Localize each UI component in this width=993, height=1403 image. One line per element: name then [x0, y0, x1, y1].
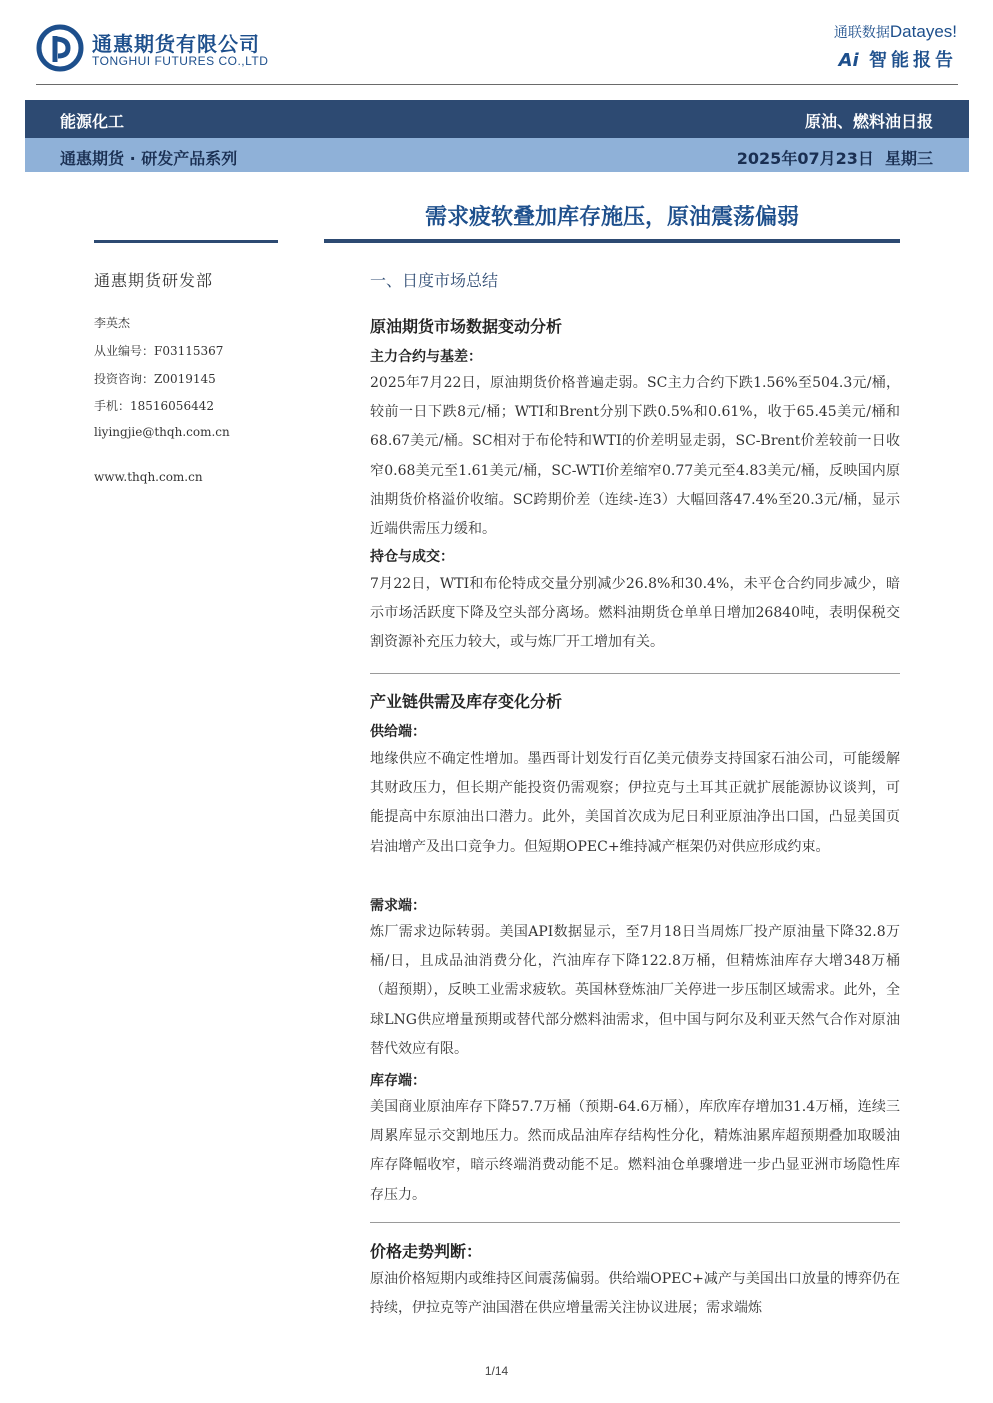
- ai-report-label: 智能报告: [869, 50, 957, 71]
- inventory-heading: 库存端：: [370, 1073, 426, 1089]
- series-banner: [25, 138, 969, 172]
- position-heading: 持仓与成交：: [370, 549, 454, 565]
- analyst-phone: 手机：18516056442: [94, 399, 214, 413]
- futures-analysis-heading: 原油期货市场数据变动分析: [370, 317, 563, 336]
- analyst-email[interactable]: liyingjie@thqh.com.cn: [94, 425, 230, 439]
- sector-banner: [25, 100, 969, 138]
- price-trend-paragraph: 原油价格短期内或维持区间震荡偏弱。供给端OPEC+减产与美国出口放量的博弈仍在持续，伊拉克等产油国潜在供应增量需关注协议进展；需求端炼: [370, 1271, 900, 1317]
- series-label: 通惠期货 · 研发产品系列: [60, 149, 238, 168]
- section-divider-1: [370, 673, 900, 674]
- datayes-brand: [834, 22, 957, 42]
- ai-report-brand: [839, 46, 957, 72]
- demand-paragraph: 炼厂需求边际转弱。美国API数据显示，至7月18日当周炼厂投产原油量下降32.8万桶/日，且成品油消费分化，汽油库存下降122.8万桶，但精炼油库存大增348万桶（超预期），反映工业需求疲软。英国林登炼油厂关停进一步压制区域需求。此外，全球LNG供应增量预期或替代部分燃料油需求，但中国与阿尔及利亚天然气合作对原油替代效应有限。: [370, 924, 900, 1057]
- report-type-label: 原油、燃料油日报: [804, 112, 933, 131]
- page-number: 1/14: [484, 1364, 509, 1378]
- basis-heading: 主力合约与基差：: [370, 349, 482, 365]
- sidebar-top-rule: [94, 240, 278, 243]
- tonghui-logo-icon: [36, 24, 84, 72]
- supply-paragraph: 地缘供应不确定性增加。墨西哥计划发行百亿美元债券支持国家石油公司，可能缓解其财政压力，但长期产能投资仍需观察；伊拉克与土耳其正就扩展能源协议谈判，可能提高中东原油出口潜力。此外，美国首次成为尼日利亚原油净出口国，凸显美国页岩油增产及出口竞争力。但短期OPEC+维持减产框架仍对供应形成约束。: [370, 751, 900, 855]
- datayes-brand-en: Datayes!: [889, 22, 957, 41]
- ai-logo-text: Ai: [838, 50, 859, 71]
- company-name-en: TONGHUI FUTURES CO.,LTD: [92, 54, 269, 68]
- inventory-paragraph: 美国商业原油库存下降57.7万桶（预期-64.6万桶），库欣库存增加31.4万桶，连续三周累库显示交割地压力。然而成品油库存结构性分化，精炼油累库超预期叠加取暖油库存降幅收窄，暗示终端消费动能不足。燃料油仓单骤增进一步凸显亚洲市场隐性库存压力。: [370, 1099, 900, 1203]
- company-name-cn: 通惠期货有限公司: [92, 32, 260, 56]
- chain-analysis-heading: 产业链供需及库存变化分析: [370, 692, 563, 711]
- position-paragraph: 7月22日，WTI和布伦特成交量分别减少26.8%和30.4%，未平仓合约同步减少，暗示市场活跃度下降及空头部分离场。燃料油期货仓单单日增加26840吨，表明保税交割资源补充压力较大，或与炼厂开工增加有关。: [370, 576, 900, 651]
- section-1-title: 一、日度市场总结: [370, 271, 499, 290]
- sector-label: 能源化工: [60, 112, 125, 131]
- research-dept: 通惠期货研发部: [94, 271, 214, 290]
- analyst-consult-no: 投资咨询：Z0019145: [94, 372, 216, 386]
- price-trend-heading: 价格走势判断：: [370, 1242, 483, 1261]
- supply-heading: 供给端：: [370, 724, 426, 740]
- demand-heading: 需求端：: [370, 898, 426, 914]
- section-divider-2: [370, 1222, 900, 1223]
- company-website[interactable]: www.thqh.com.cn: [94, 470, 203, 484]
- analyst-license: 从业编号：F03115367: [94, 344, 224, 358]
- title-underline: [324, 239, 900, 243]
- report-title: 需求疲软叠加库存施压，原油震荡偏弱: [424, 205, 799, 230]
- analyst-name: 李英杰: [94, 316, 131, 330]
- basis-paragraph: 2025年7月22日，原油期货价格普遍走弱。SC主力合约下跌1.56%至504.3元/桶，较前一日下跌8元/桶；WTI和Brent分别下跌0.5%和0.61%，收于65.45美元/桶和68.67美元/桶。SC相对于布伦特和WTI的价差明显走弱，SC-Brent价差较前一日收窄0.68美元至1.61美元/桶，SC-WTI价差缩窄0.77美元至4.83美元/桶，反映国内原油期货价格溢价收缩。SC跨期价差（连续-连3）大幅回落47.4%至20.3元/桶，显示近端供需压力缓和。: [370, 375, 900, 538]
- header-divider: [36, 84, 958, 85]
- datayes-brand-cn: 通联数据: [833, 25, 890, 41]
- report-date: 2025年07月23日 星期三: [736, 149, 933, 168]
